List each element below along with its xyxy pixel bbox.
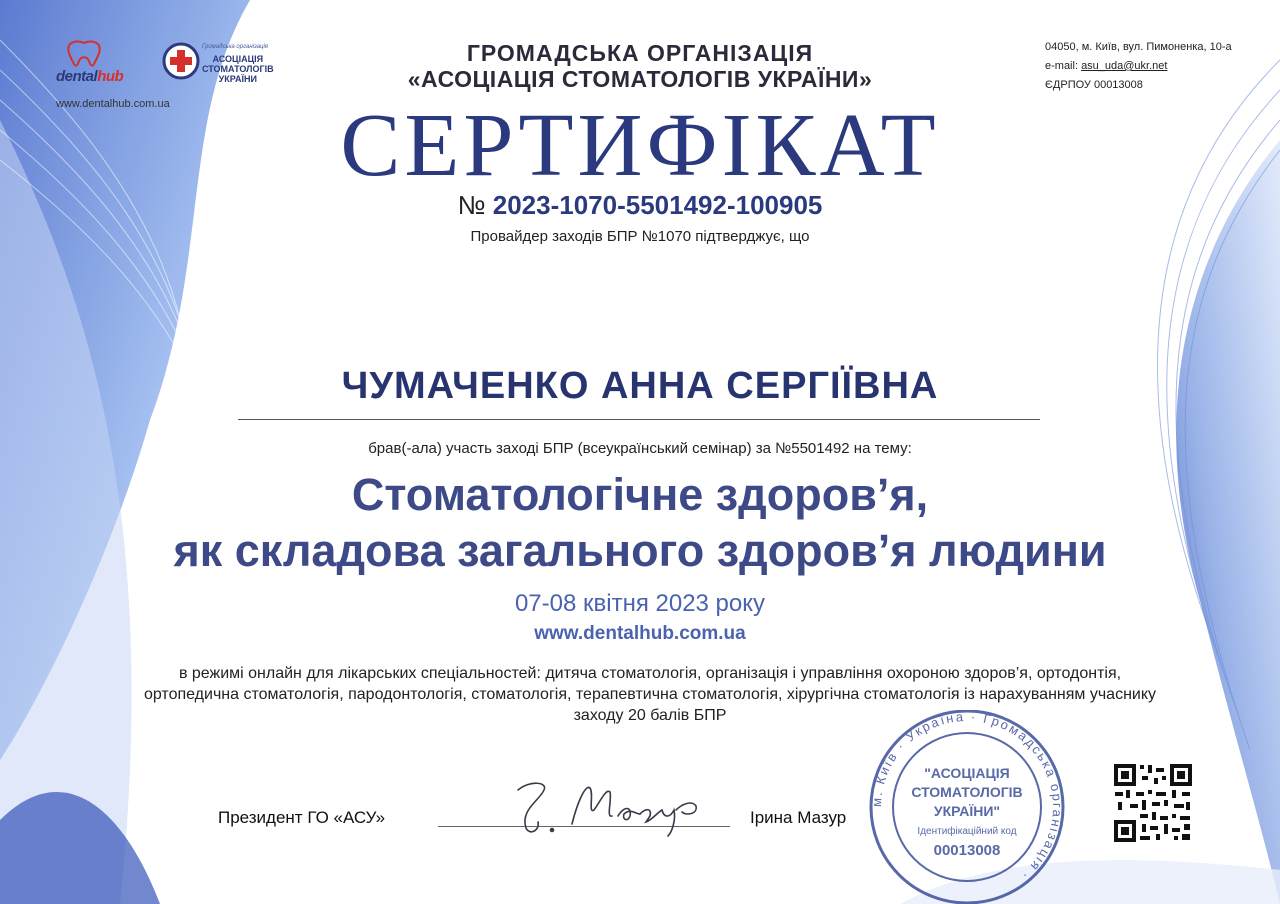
name-underline: [238, 419, 1040, 420]
svg-text:"АСОЦІАЦІЯ: "АСОЦІАЦІЯ: [924, 765, 1010, 781]
svg-text:Ідентифікаційний код: Ідентифікаційний код: [917, 826, 1017, 837]
president-label: Президент ГО «АСУ»: [218, 808, 386, 827]
svg-text:м. Київ · Україна · Громадська: м. Київ · Україна · Громадська організація ·: [868, 710, 1066, 885]
org-name-line1: ГРОМАДСЬКА ОРГАНІЗАЦІЯ: [466, 40, 814, 66]
qr-code[interactable]: [1112, 762, 1194, 844]
asu-logo-caption: Громадська організація: [202, 44, 268, 50]
participation-text: брав(-ала) участь заході БПР (всеукраїнський семінар) за №5501492 на тему:: [368, 440, 912, 457]
svg-text:СТОМАТОЛОГІВ: СТОМАТОЛОГІВ: [911, 784, 1023, 800]
specialties-description: в режимі онлайн для лікарських спеціальностей: дитяча стоматологія, організація і управління охороною здоров’я, ортодонтія, ортопедична стоматологія, пародонтологія, стоматологія, терапевтична стоматологія, хірургічна стоматологія із нарахуванням учаснику заходу 20 балів БПР: [143, 665, 1157, 724]
certificate-number: № 2023-1070-5501492-100905: [457, 190, 823, 220]
svg-text:00013008: 00013008: [933, 842, 1001, 859]
official-stamp: [862, 710, 1072, 904]
address: 04050, м. Київ, вул. Пимоненка, 10-а: [1045, 41, 1232, 53]
provider-text: Провайдер заходів БПР №1070 підтверджує, що: [470, 228, 810, 245]
topic-line1: Стоматологічне здоров’я,: [351, 469, 929, 520]
email-link[interactable]: asu_uda@ukr.net: [1081, 60, 1168, 72]
handwritten-signature: [500, 770, 720, 840]
event-website[interactable]: www.dentalhub.com.ua: [534, 623, 746, 644]
email-line: e-mail: asu_uda@ukr.net: [1045, 60, 1168, 72]
edrpou: ЄДРПОУ 00013008: [1045, 79, 1143, 91]
asu-logo-name: АСОЦІАЦІЯ СТОМАТОЛОГІВ УКРАЇНИ: [202, 54, 274, 84]
topic-line2: як складова загального здоров’я людини: [173, 525, 1107, 576]
event-dates: 07-08 квітня 2023 року: [514, 590, 766, 617]
certificate-title: СЕРТИФІКАТ: [340, 96, 940, 195]
svg-text:УКРАЇНИ": УКРАЇНИ": [933, 803, 1001, 819]
dentalhub-logo: dentalhub: [54, 40, 150, 88]
logo-website: www.dentalhub.com.ua: [56, 98, 170, 110]
participant-name: ЧУМАЧЕНКО АННА СЕРГІЇВНА: [341, 365, 939, 407]
org-name-line2: «АСОЦІАЦІЯ СТОМАТОЛОГІВ УКРАЇНИ»: [407, 66, 873, 92]
president-name: Ірина Мазур: [750, 808, 847, 827]
